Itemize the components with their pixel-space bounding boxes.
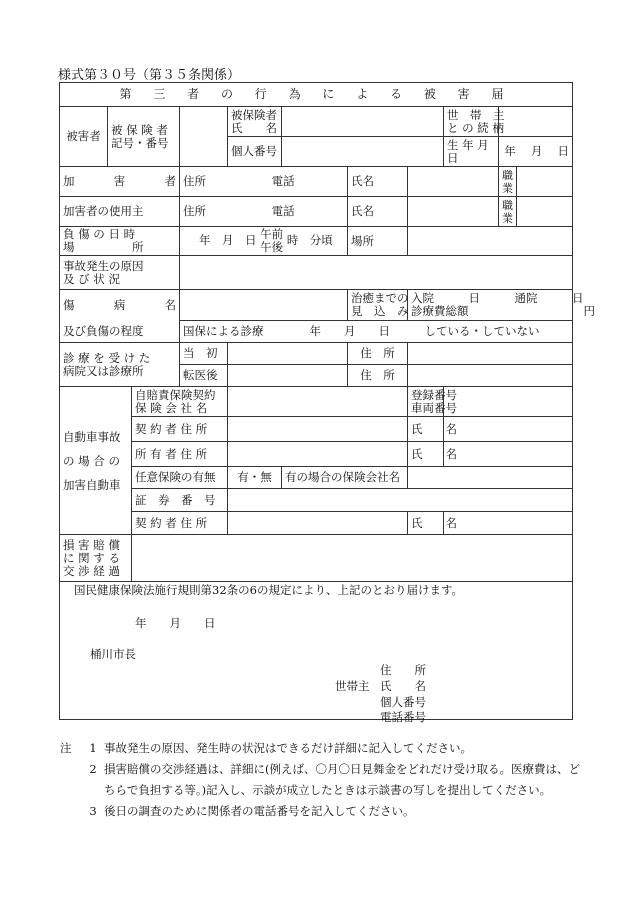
offender-name-label: 氏名	[348, 167, 408, 197]
mayor-label: 桶川市長	[90, 647, 136, 661]
insurer-field[interactable]	[228, 387, 408, 417]
contractor-name2-label: 氏 名	[408, 512, 444, 535]
householder-phone-label: 電話番号	[380, 710, 426, 724]
employer-job-field[interactable]	[517, 197, 573, 227]
offender-address-label: 住所	[183, 174, 206, 188]
injury-date-value: 年 月 日	[199, 233, 257, 247]
total-cost: 診療費総額 円	[411, 304, 595, 318]
insured-number-label: 被 保 険 者 記号・番号	[108, 107, 180, 167]
personal-number-label: 個人番号	[228, 137, 282, 167]
form-number: 様式第３０号（第３５条関係）	[58, 68, 241, 83]
note-item	[60, 759, 580, 801]
ampm-label: 午前 午後	[260, 227, 284, 254]
clinic-address1-label: 住 所	[348, 343, 408, 365]
injury-hour-value: 時 分頃	[286, 233, 333, 247]
householder-name-label: 氏 名	[380, 679, 426, 693]
vehicle-section-label: 自動車事故 の 場 合 の 加害自動車	[60, 387, 132, 535]
injury-time-field[interactable]	[180, 227, 348, 256]
registration-field[interactable]	[444, 387, 573, 417]
injury-place-field[interactable]	[408, 227, 573, 256]
injury-time-label: 負 傷 の 日 時 場 所	[60, 227, 180, 256]
contractor-address-label: 契 約 者 住 所	[132, 417, 228, 442]
employer-address-label: 住所	[183, 204, 206, 218]
owner-address-label: 所 有 者 住 所	[132, 442, 228, 467]
personal-number-field[interactable]	[282, 137, 444, 167]
form-title: 第 三 者 の 行 為 に よ る 被 害 届	[60, 83, 573, 107]
policy-number-label: 証 券 番 号	[132, 489, 228, 512]
declaration-block	[60, 582, 573, 724]
injury-place-label: 場所	[348, 227, 408, 256]
relation-label: 世 帯 主 と の 続 柄	[444, 107, 499, 137]
householder-label: 世帯主	[335, 679, 370, 693]
birth-date-field[interactable]: 年 月 日	[499, 137, 573, 167]
clinic-after-label: 転医後	[180, 365, 228, 387]
birth-date-label: 生 年 月 日	[444, 137, 499, 167]
contractor-address-field[interactable]	[228, 417, 408, 442]
policy-number-field[interactable]	[228, 489, 573, 512]
clinic-address2-label: 住 所	[348, 365, 408, 387]
clinic-first-field[interactable]	[228, 343, 348, 365]
note-text: 後日の調査のために関係者の電話番号を記入してください。	[104, 804, 415, 818]
clinic-after-field[interactable]	[228, 365, 348, 387]
recovery-label: 治癒までの 見 込 み	[348, 290, 408, 321]
illness-name-label: 傷 病 名	[60, 290, 180, 321]
note-item	[60, 738, 580, 759]
employer-address-field[interactable]	[180, 197, 348, 227]
owner-address-field[interactable]	[228, 442, 408, 467]
notes	[60, 738, 580, 822]
insurer-label: 自賠責保険契約 保 険 会 社 名	[132, 387, 228, 417]
damage-report-form	[59, 82, 595, 724]
contractor-name-field[interactable]	[444, 417, 573, 442]
contractor-name-label: 氏 名	[408, 417, 444, 442]
victim-section-label: 被害者	[60, 107, 108, 167]
declaration-date: 年 月 日	[135, 616, 216, 630]
note-number: 1	[89, 741, 97, 755]
nhi-treatment-field[interactable]: 国保による診療 年 月 日 している・していない	[180, 321, 573, 343]
clinic-first-label: 当 初	[180, 343, 228, 365]
owner-name-field[interactable]	[444, 442, 573, 467]
note-text: 事故発生の原因、発生時の状況はできるだけ詳細に記入してください。	[104, 741, 472, 755]
inpatient-outpatient-days: 入院 日 通院 日	[411, 291, 584, 305]
relation-field[interactable]	[499, 107, 573, 137]
note-mark: 注	[60, 741, 72, 755]
employer-name-label: 氏名	[348, 197, 408, 227]
offender-name-field[interactable]	[408, 167, 499, 197]
employer-phone-label: 電話	[271, 204, 295, 218]
insured-name-label: 被保険者 氏 名	[228, 107, 282, 137]
note-text: 損害賠償の交渉経過は、詳細に(例えば、〇月〇日見舞金をどれだけ受け取る。医療費は、どちらで負担する等。)記入し、示談が成立したときは示談書の写しを提出してください。	[104, 762, 580, 797]
employer-name-field[interactable]	[408, 197, 499, 227]
insured-name-field[interactable]	[282, 107, 444, 137]
offender-job-field[interactable]	[517, 167, 573, 197]
injury-degree-label: 及び負傷の程度	[60, 321, 180, 343]
optional-insurance-yes-no[interactable]: 有・無	[228, 467, 282, 489]
householder-address-label: 住 所	[380, 663, 426, 677]
cause-label: 事故発生の原因 及 び 状 況	[60, 256, 180, 290]
clinic-address2-field[interactable]	[408, 365, 573, 387]
optional-insurer-field[interactable]	[408, 467, 573, 489]
employer-job-label: 職 業	[499, 197, 517, 227]
owner-name-label: 氏 名	[408, 442, 444, 467]
offender-phone-label: 電話	[271, 174, 295, 188]
clinic-address1-field[interactable]	[408, 343, 573, 365]
note-item	[60, 801, 580, 822]
offender-job-label: 職 業	[499, 167, 517, 197]
clinic-label: 診 療 を 受 け た 病院又は診療所	[60, 343, 180, 387]
employer-label: 加害者の使用主	[60, 197, 180, 227]
optional-insurance-label: 任意保険の有無	[132, 467, 228, 489]
note-number: 2	[89, 762, 97, 776]
registration-label: 登録番号 車両番号	[408, 387, 444, 417]
negotiation-field[interactable]	[132, 535, 573, 582]
recovery-field[interactable]	[408, 290, 595, 321]
negotiation-label: 損 害 賠 償 に 関 す る 交 渉 経 過	[60, 535, 132, 582]
contractor-name2-field[interactable]	[444, 512, 573, 535]
contractor-address2-field[interactable]	[228, 512, 408, 535]
contractor-address2-label: 契 約 者 住 所	[132, 512, 228, 535]
householder-personal-number-label: 個人番号	[380, 695, 426, 709]
offender-label: 加 害 者	[60, 167, 180, 197]
optional-insurer-label: 有の場合の保険会社名	[282, 467, 408, 489]
declaration-text: 国民健康保険法施行規則第32条の6の規定により、上記のとおり届けます。	[74, 583, 464, 597]
note-number: 3	[89, 804, 97, 818]
cause-field[interactable]	[180, 256, 573, 290]
offender-address-field[interactable]	[180, 167, 348, 197]
insured-number-field[interactable]	[180, 107, 228, 167]
illness-name-field[interactable]	[180, 290, 348, 321]
